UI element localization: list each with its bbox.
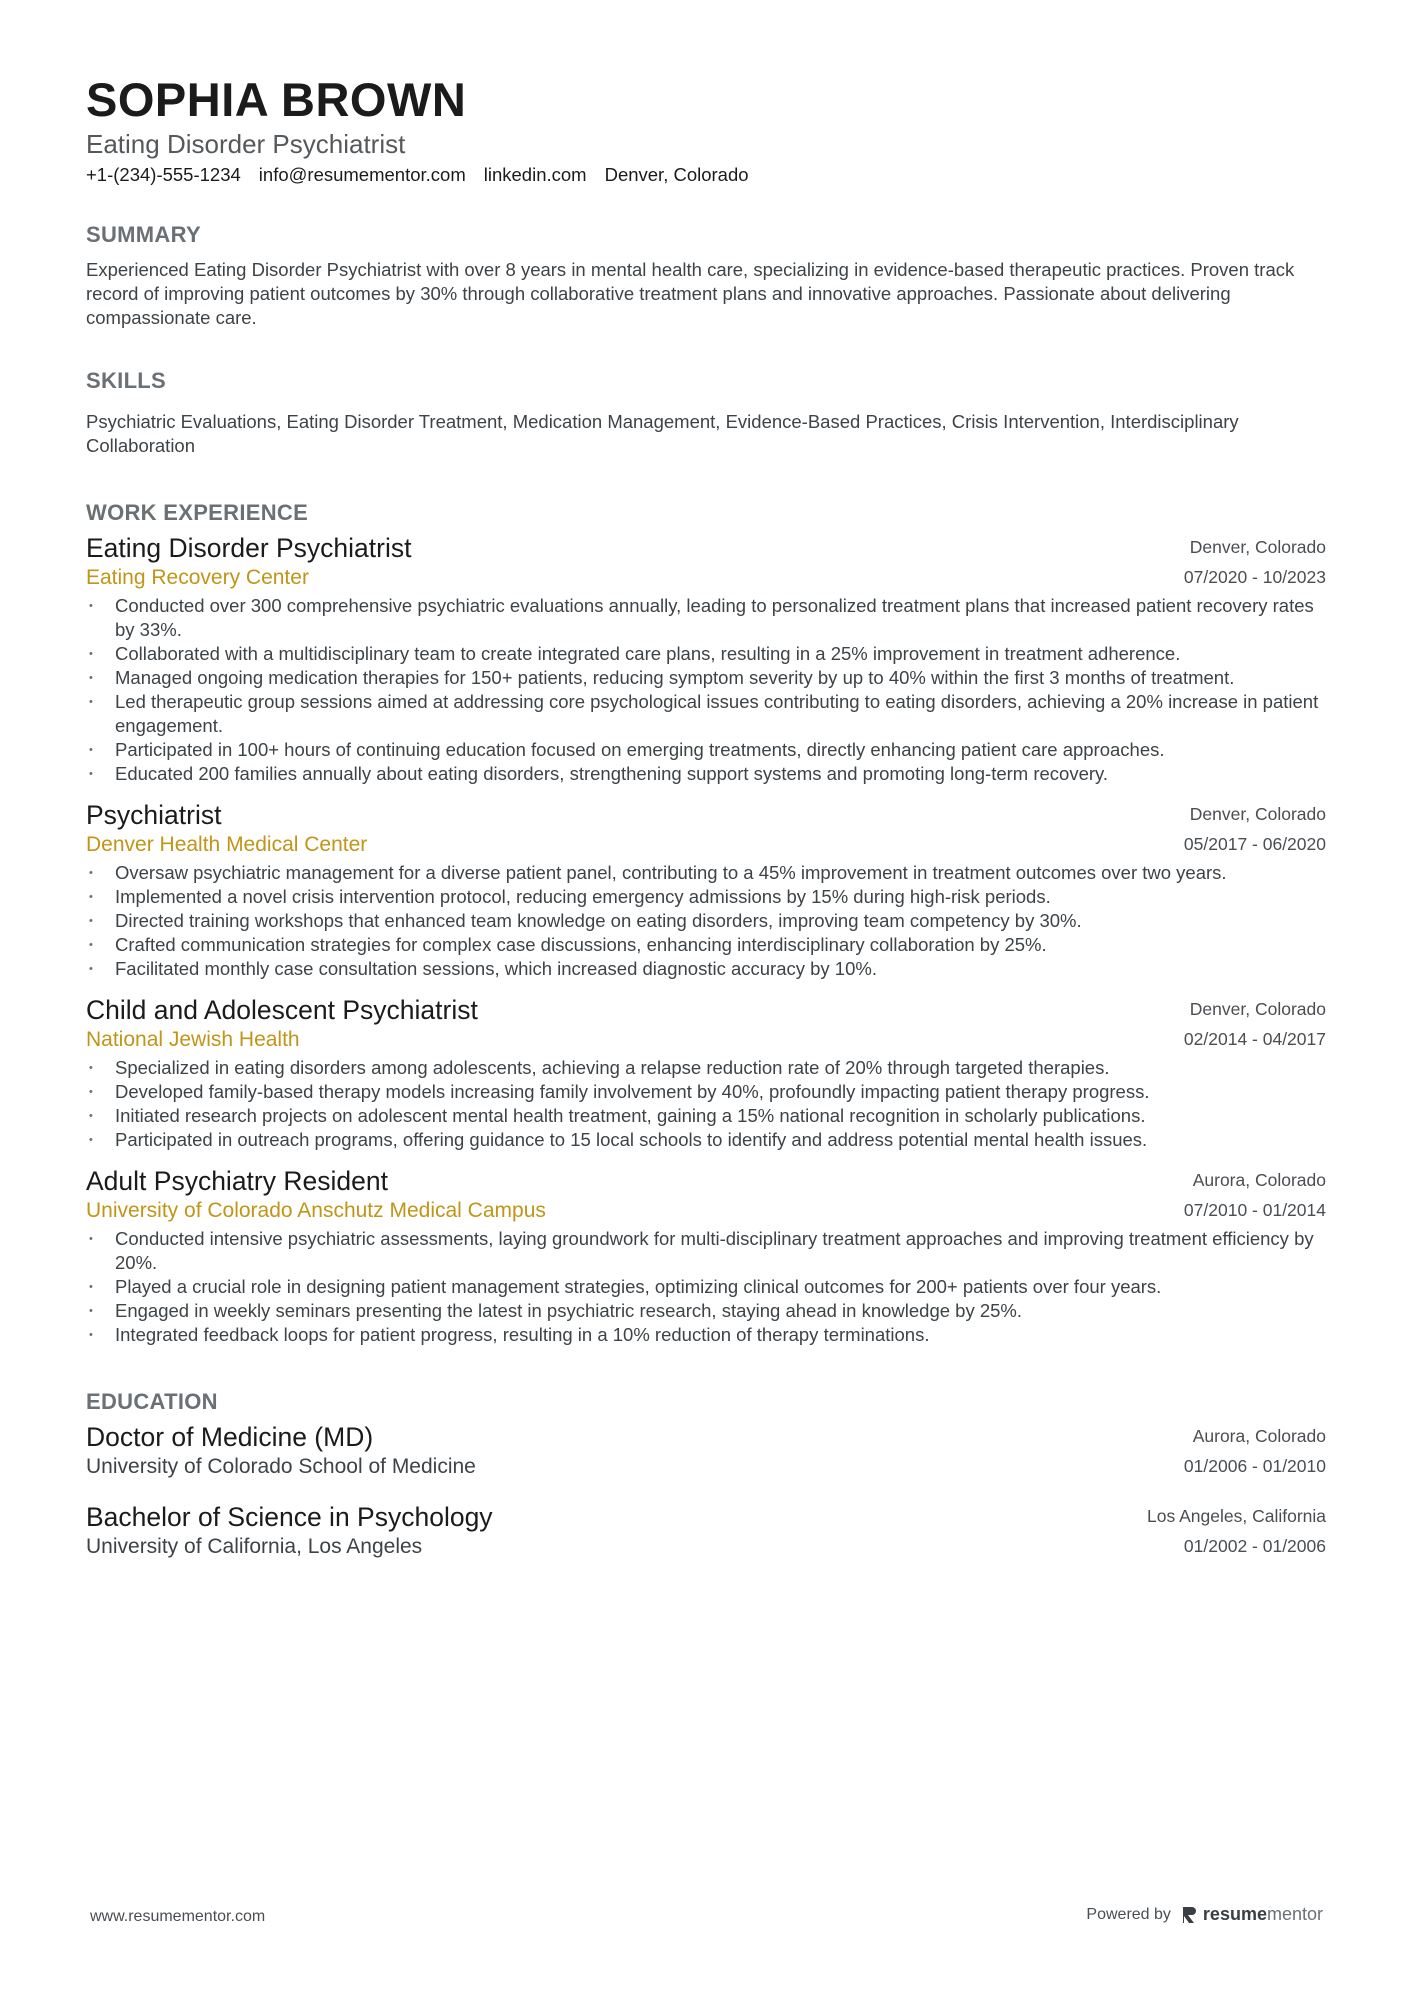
job-location: Denver, Colorado: [1189, 804, 1326, 824]
job-bullet: • Participated in outreach programs, offering guidance to 15 local schools to identify and address potential mental health issues.: [86, 1128, 1326, 1152]
job-role: Child and Adolescent Psychiatrist: [86, 995, 478, 1025]
education-school: University of California, Los Angeles: [86, 1535, 423, 1558]
footer-powered-by: [1086, 1904, 1323, 1925]
experience-section: [86, 499, 1326, 1347]
job-bullets: [86, 861, 1326, 981]
candidate-name: SOPHIA BROWN: [86, 73, 467, 126]
job-bullet: • Directed training workshops that enhanced team knowledge on eating disorders, improving team competency by 30%.: [86, 909, 1326, 933]
job-dates: 02/2014 - 04/2017: [1183, 1029, 1326, 1049]
job-organization: University of Colorado Anschutz Medical Campus: [86, 1199, 546, 1222]
job-dates: 07/2010 - 01/2014: [1183, 1200, 1326, 1220]
resume-header: [86, 72, 1326, 188]
job-bullet: • Developed family-based therapy models increasing family involvement by 40%, profoundly impacting patient therapy progress.: [86, 1080, 1326, 1104]
job-organization: Denver Health Medical Center: [86, 833, 368, 856]
job-bullet: • Played a crucial role in designing patient management strategies, optimizing clinical outcomes for 200+ patients over four years.: [86, 1275, 1326, 1299]
job-bullets: [86, 594, 1326, 786]
job-bullet: • Led therapeutic group sessions aimed at addressing core psychological issues contributing to eating disorders, achieving a 20% increase in patient engagement.: [86, 690, 1326, 738]
education-location: Los Angeles, California: [1147, 1506, 1326, 1526]
contact-line: [86, 162, 1326, 188]
education-entry: [86, 1501, 1326, 1561]
job-bullet: • Engaged in weekly seminars presenting the latest in psychiatric research, staying ahead in knowledge by 25%.: [86, 1299, 1326, 1323]
skills-heading: SKILLS: [86, 368, 167, 393]
job-bullet: • Collaborated with a multidisciplinary team to create integrated care plans, resulting in a 25% improvement in treatment adherence.: [86, 642, 1326, 666]
summary-section: [86, 221, 1326, 330]
skills-section: [86, 367, 1326, 458]
job-bullet: • Educated 200 families annually about eating disorders, strengthening support systems and promoting long-term recovery.: [86, 762, 1326, 786]
job-dates: 07/2020 - 10/2023: [1183, 567, 1326, 587]
job-bullet: • Initiated research projects on adolescent mental health treatment, gaining a 15% national recognition in scholarly publications.: [86, 1104, 1326, 1128]
job-bullet: • Specialized in eating disorders among adolescents, achieving a relapse reduction rate of 20% through targeted therapies.: [86, 1056, 1326, 1080]
job-bullets: [86, 1056, 1326, 1152]
job-bullet: • Crafted communication strategies for complex case discussions, enhancing interdisciplinary collaboration by 25%.: [86, 933, 1326, 957]
job-bullet: • Integrated feedback loops for patient progress, resulting in a 10% reduction of therapy terminations.: [86, 1323, 1326, 1347]
contact-linkedin[interactable]: linkedin.com: [483, 164, 587, 185]
candidate-title: Eating Disorder Psychiatrist: [86, 129, 406, 159]
job-location: Denver, Colorado: [1189, 537, 1326, 557]
resumementor-logo-icon: [1181, 1906, 1197, 1924]
job-bullet: • Conducted intensive psychiatric assessments, laying groundwork for multi-disciplinary treatment approaches and improving treatment efficiency by 20%.: [86, 1227, 1326, 1275]
education-school: University of Colorado School of Medicine: [86, 1455, 476, 1478]
experience-heading: WORK EXPERIENCE: [86, 500, 309, 525]
job-bullet: • Facilitated monthly case consultation sessions, which increased diagnostic accuracy by 10%.: [86, 957, 1326, 981]
job-entry: [86, 994, 1326, 1152]
education-degree: Bachelor of Science in Psychology: [86, 1502, 493, 1532]
job-organization: National Jewish Health: [86, 1028, 300, 1051]
resumementor-logo[interactable]: [1181, 1904, 1323, 1925]
education-degree: Doctor of Medicine (MD): [86, 1422, 374, 1452]
education-location: Aurora, Colorado: [1192, 1426, 1326, 1446]
job-location: Aurora, Colorado: [1192, 1170, 1326, 1190]
job-bullet: • Participated in 100+ hours of continuing education focused on emerging treatments, directly enhancing patient care approaches.: [86, 738, 1326, 762]
skills-text: Psychiatric Evaluations, Eating Disorder Treatment, Medication Management, Evidence-Based Practices, Crisis Intervention, Interdisciplinary Collaboration: [86, 411, 1239, 456]
job-bullet: • Implemented a novel crisis intervention protocol, reducing emergency admissions by 15% during high-risk periods.: [86, 885, 1326, 909]
powered-by-label: Powered by: [1086, 1905, 1171, 1923]
job-role: Adult Psychiatry Resident: [86, 1166, 388, 1196]
summary-heading: SUMMARY: [86, 222, 201, 247]
contact-email[interactable]: info@resumementor.com: [258, 164, 466, 185]
job-bullets: [86, 1227, 1326, 1347]
education-dates: 01/2002 - 01/2006: [1183, 1536, 1326, 1556]
summary-text: Experienced Eating Disorder Psychiatrist with over 8 years in mental health care, specializing in evidence-based therapeutic practices. Proven track record of improving patient outcomes by 30% through collaborative treatment plans and innovative approaches. Passionate about delivering compassionate care.: [86, 259, 1295, 328]
brand-light: mentor: [1266, 1904, 1323, 1924]
education-heading: EDUCATION: [86, 1389, 218, 1414]
brand-bold: resume: [1202, 1904, 1267, 1924]
education-section: [86, 1388, 1326, 1561]
job-entry: [86, 532, 1326, 786]
contact-phone: +1-(234)-555-1234: [86, 164, 241, 185]
job-location: Denver, Colorado: [1189, 999, 1326, 1019]
resume-page: [86, 72, 1326, 1561]
job-bullet: • Managed ongoing medication therapies for 150+ patients, reducing symptom severity by up to 40% within the first 3 months of treatment.: [86, 666, 1326, 690]
job-role: Eating Disorder Psychiatrist: [86, 533, 412, 563]
job-role: Psychiatrist: [86, 800, 222, 830]
education-dates: 01/2006 - 01/2010: [1183, 1456, 1326, 1476]
job-bullet: • Oversaw psychiatric management for a diverse patient panel, contributing to a 45% improvement in treatment outcomes over two years.: [86, 861, 1326, 885]
job-dates: 05/2017 - 06/2020: [1183, 834, 1326, 854]
job-entry: [86, 799, 1326, 981]
education-entry: [86, 1421, 1326, 1481]
footer-website[interactable]: www.resumementor.com: [90, 1908, 266, 1925]
job-bullet: • Conducted over 300 comprehensive psychiatric evaluations annually, leading to personalized treatment plans that increased patient recovery rates by 33%.: [86, 594, 1326, 642]
contact-location: Denver, Colorado: [604, 164, 749, 185]
job-entry: [86, 1165, 1326, 1347]
job-organization: Eating Recovery Center: [86, 566, 309, 589]
